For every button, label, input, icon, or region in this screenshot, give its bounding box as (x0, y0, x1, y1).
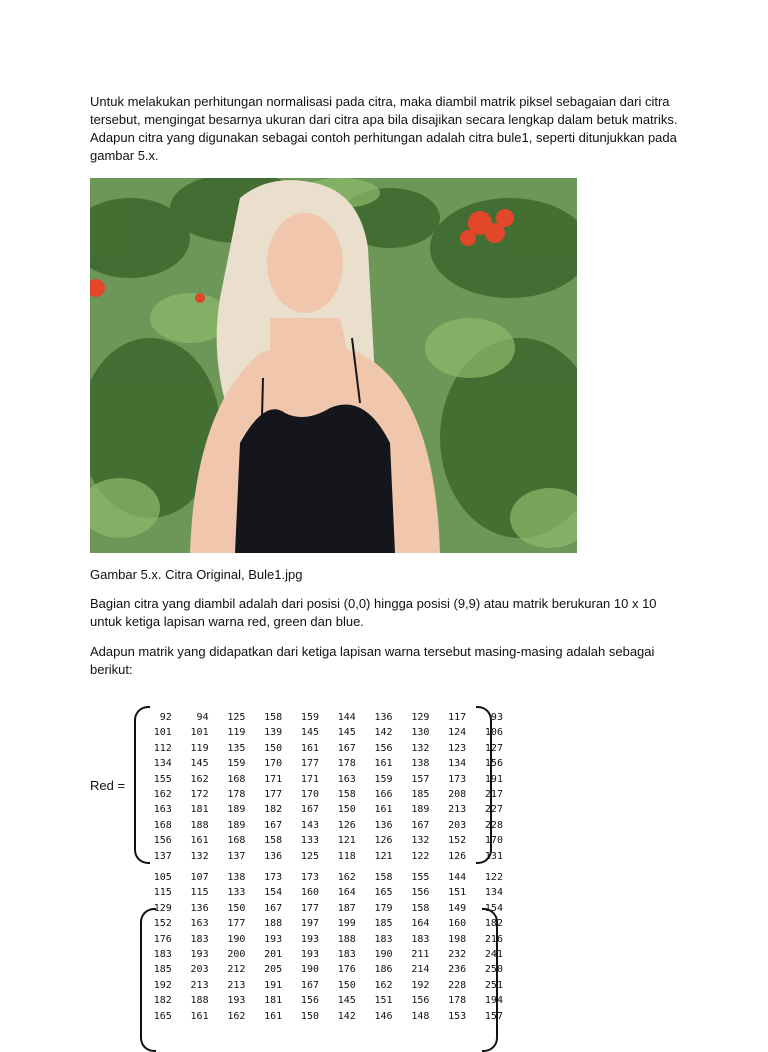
matrix-cell: 167 (300, 979, 319, 991)
matrix-cell: 152 (153, 918, 172, 930)
matrix-cell: 185 (411, 788, 430, 800)
matrix-cell: 178 (448, 995, 467, 1007)
matrix-cell: 162 (153, 788, 172, 800)
matrix-cell: 250 (484, 964, 503, 976)
matrix-cell: 124 (448, 727, 467, 739)
matrix-cell: 227 (484, 804, 503, 816)
matrix-cell: 193 (190, 948, 209, 960)
matrix-cell: 171 (264, 773, 283, 785)
matrix-cell: 119 (190, 742, 209, 754)
matrix-cell: 145 (337, 727, 356, 739)
matrix-cell: 115 (190, 887, 209, 899)
matrix-cell: 129 (153, 902, 172, 914)
matrix-row (135, 725, 503, 740)
matrix-cell: 191 (264, 979, 283, 991)
matrix-cell: 183 (411, 933, 430, 945)
matrix-row (135, 885, 503, 900)
matrix-cell: 193 (227, 995, 246, 1007)
matrix-cell: 150 (337, 979, 356, 991)
matrix-cell: 186 (374, 964, 393, 976)
matrix-row (135, 849, 503, 864)
matrix-cell: 158 (264, 712, 283, 723)
matrix-cell: 192 (153, 979, 172, 991)
matrix-cell: 168 (153, 819, 172, 831)
matrix-cell: 167 (337, 742, 356, 754)
matrix-cell: 94 (196, 712, 209, 723)
matrix-cell: 172 (190, 788, 209, 800)
matrix-cell: 151 (374, 995, 393, 1007)
matrix-row (135, 756, 503, 771)
matrix-row (135, 947, 503, 962)
matrix-cell: 213 (190, 979, 209, 991)
matrix-cell: 136 (264, 850, 283, 862)
matrix-cell: 158 (337, 788, 356, 800)
matrix-cell: 155 (153, 773, 172, 785)
matrix-cell: 148 (411, 1010, 430, 1022)
matrix-cell: 236 (448, 964, 467, 976)
matrix-cell: 165 (153, 1010, 172, 1022)
matrix-cell: 176 (337, 964, 356, 976)
matrix-cell: 214 (411, 964, 430, 976)
matrix-row (135, 993, 503, 1008)
matrix-row (135, 833, 503, 848)
matrix-cell: 182 (264, 804, 283, 816)
matrix-cell: 200 (227, 948, 246, 960)
matrix-cell: 161 (190, 1010, 209, 1022)
matrix-cell: 167 (264, 902, 283, 914)
matrix-cell: 190 (300, 964, 319, 976)
matrix-cell: 107 (190, 872, 209, 883)
matrix-cell: 123 (448, 742, 467, 754)
matrix-cell: 160 (448, 918, 467, 930)
matrix-cell: 156 (374, 742, 393, 754)
matrix-cell: 181 (264, 995, 283, 1007)
figure-caption: Gambar 5.x. Citra Original, Bule1.jpg (90, 567, 303, 582)
intro-paragraph: Untuk melakukan perhitungan normalisasi pada citra, maka diambil matrik piksel sebagaian dari citra tersebut, mengingat besarnya ukuran dari citra apa bila disajikan secara lengkap dalam betuk matriks. Adapun citra yang digunakan sebagai contoh perhitungan adalah citra bule1, seperti ditunjukkan pada gambar 5.x. (90, 94, 678, 163)
matrix-cell: 145 (337, 995, 356, 1007)
matrix-cell: 164 (337, 887, 356, 899)
matrix-cell: 154 (264, 887, 283, 899)
matrix-row (135, 916, 503, 931)
matrix-cell: 134 (448, 758, 467, 770)
matrix-cell: 155 (411, 872, 430, 883)
matrix-cell: 232 (448, 948, 467, 960)
matrix-cell: 127 (484, 742, 503, 754)
matrix-row (135, 962, 503, 977)
matrix-cell: 193 (300, 933, 319, 945)
matrix-cell: 159 (300, 712, 319, 723)
matrix-cell: 205 (264, 964, 283, 976)
matrix-cell: 150 (337, 804, 356, 816)
matrix-cell: 160 (300, 887, 319, 899)
matrix-cell: 156 (411, 887, 430, 899)
matrix-cell: 170 (484, 835, 503, 847)
matrix-cell: 150 (300, 1010, 319, 1022)
matrix-cell: 199 (337, 918, 356, 930)
matrix-cell: 177 (264, 788, 283, 800)
matrix-row (135, 710, 503, 725)
matrix-cell: 157 (411, 773, 430, 785)
matrix-cell: 176 (153, 933, 172, 945)
matrix-cell: 185 (374, 918, 393, 930)
matrix-cell: 134 (484, 887, 503, 899)
matrix-row (135, 787, 503, 802)
matrix-cell: 125 (227, 712, 246, 723)
matrix-cell: 198 (448, 933, 467, 945)
matrix-cell: 161 (374, 804, 393, 816)
matrix-cell: 136 (190, 902, 209, 914)
matrix-intro-paragraph: Adapun matrik yang didapatkan dari ketiga lapisan warna tersebut masing-masing adalah sebagai berikut: (90, 644, 655, 677)
matrix-cell: 190 (374, 948, 393, 960)
matrix-cell: 131 (484, 850, 503, 862)
matrix-cell: 194 (484, 995, 503, 1007)
matrix-cell: 142 (337, 1010, 356, 1022)
matrix-cell: 106 (484, 727, 503, 739)
matrix-cell: 170 (264, 758, 283, 770)
matrix-cell: 101 (153, 727, 172, 739)
matrix-cell: 166 (374, 788, 393, 800)
matrix-cell: 158 (264, 835, 283, 847)
matrix-cell: 129 (411, 712, 430, 723)
matrix-cell: 125 (300, 850, 319, 862)
matrix-cell: 162 (227, 1010, 246, 1022)
matrix-cell: 115 (153, 887, 172, 899)
matrix-cell: 133 (300, 835, 319, 847)
matrix-cell: 182 (153, 995, 172, 1007)
matrix-cell: 168 (227, 835, 246, 847)
matrix-cell: 228 (448, 979, 467, 991)
matrix-cell: 152 (448, 835, 467, 847)
matrix-cell: 162 (337, 872, 356, 883)
matrix-cell: 208 (448, 788, 467, 800)
matrix-cell: 168 (227, 773, 246, 785)
matrix-row (135, 802, 503, 817)
matrix-cell: 132 (411, 835, 430, 847)
matrix-cell: 188 (190, 819, 209, 831)
matrix-cell: 150 (227, 902, 246, 914)
matrix-row (135, 741, 503, 756)
matrix-row (135, 772, 503, 787)
matrix-cell: 118 (337, 850, 356, 862)
matrix-cell: 183 (374, 933, 393, 945)
matrix-cell: 188 (190, 995, 209, 1007)
matrix-cell: 173 (448, 773, 467, 785)
matrix-cell: 188 (337, 933, 356, 945)
matrix-cell: 179 (374, 902, 393, 914)
matrix-cell: 159 (374, 773, 393, 785)
matrix-cell: 151 (448, 887, 467, 899)
matrix-cell: 171 (300, 773, 319, 785)
matrix-cell: 203 (190, 964, 209, 976)
matrix-cell: 101 (190, 727, 209, 739)
matrix-cell: 162 (190, 773, 209, 785)
description-paragraph: Bagian citra yang diambil adalah dari posisi (0,0) hingga posisi (9,9) atau matrik berukuran 10 x 10 untuk ketiga lapisan warna red, green dan blue. (90, 596, 657, 629)
red-matrix (135, 710, 503, 864)
matrix-cell: 142 (374, 727, 393, 739)
matrix-cell: 150 (264, 742, 283, 754)
matrix-cell: 216 (484, 933, 503, 945)
matrix-cell: 145 (190, 758, 209, 770)
matrix-cell: 132 (411, 742, 430, 754)
matrix-cell: 105 (153, 872, 172, 883)
matrix-cell: 178 (227, 788, 246, 800)
matrix-cell: 144 (337, 712, 356, 723)
matrix-cell: 189 (411, 804, 430, 816)
matrix-cell: 121 (337, 835, 356, 847)
matrix-cell: 183 (337, 948, 356, 960)
matrix-cell: 138 (411, 758, 430, 770)
matrix-cell: 146 (374, 1010, 393, 1022)
matrix-cell: 212 (227, 964, 246, 976)
matrix-cell: 178 (337, 758, 356, 770)
matrix-cell: 191 (484, 773, 503, 785)
matrix-cell: 161 (264, 1010, 283, 1022)
matrix-cell: 177 (227, 918, 246, 930)
matrix-cell: 135 (227, 742, 246, 754)
matrix-cell: 241 (484, 948, 503, 960)
matrix-cell: 156 (300, 995, 319, 1007)
matrix-cell: 139 (264, 727, 283, 739)
matrix-cell: 121 (374, 850, 393, 862)
matrix-row (135, 870, 503, 885)
matrix-cell: 183 (153, 948, 172, 960)
matrix-cell: 167 (300, 804, 319, 816)
matrix-cell: 158 (411, 902, 430, 914)
matrix-cell: 183 (190, 933, 209, 945)
matrix-cell: 213 (448, 804, 467, 816)
matrix-cell: 153 (448, 1010, 467, 1022)
matrix-cell: 156 (153, 835, 172, 847)
matrix-cell: 193 (264, 933, 283, 945)
matrix-cell: 156 (484, 758, 503, 770)
matrix-cell: 188 (264, 918, 283, 930)
matrix-cell: 138 (227, 872, 246, 883)
matrix-cell: 130 (411, 727, 430, 739)
matrix-cell: 164 (411, 918, 430, 930)
matrix-cell: 162 (374, 979, 393, 991)
matrix-cell: 119 (227, 727, 246, 739)
matrix-cell: 193 (300, 948, 319, 960)
matrix-cell: 203 (448, 819, 467, 831)
matrix-cell: 187 (337, 902, 356, 914)
matrix-cell: 134 (153, 758, 172, 770)
matrix-row (135, 1009, 503, 1024)
matrix-cell: 158 (374, 872, 393, 883)
matrix-cell: 154 (484, 902, 503, 914)
matrix-cell: 161 (374, 758, 393, 770)
matrix-cell: 163 (337, 773, 356, 785)
matrix-cell: 137 (153, 850, 172, 862)
matrix-cell: 197 (300, 918, 319, 930)
matrix-cell: 251 (484, 979, 503, 991)
matrix-cell: 211 (411, 948, 430, 960)
matrix-cell: 167 (264, 819, 283, 831)
matrix-cell: 217 (484, 788, 503, 800)
matrix-cell: 173 (300, 872, 319, 883)
matrix-row (135, 901, 503, 916)
matrix-cell: 136 (374, 819, 393, 831)
matrix-cell: 170 (300, 788, 319, 800)
second-matrix (135, 870, 503, 1024)
matrix-cell: 173 (264, 872, 283, 883)
matrix-cell: 192 (411, 979, 430, 991)
matrix-cell: 189 (227, 819, 246, 831)
matrix-cell: 177 (300, 758, 319, 770)
matrix-cell: 161 (300, 742, 319, 754)
matrix-cell: 167 (411, 819, 430, 831)
matrix-cell: 126 (337, 819, 356, 831)
matrix-cell: 165 (374, 887, 393, 899)
matrix-cell: 136 (374, 712, 393, 723)
photo-illustration (90, 178, 577, 553)
matrix-cell: 181 (190, 804, 209, 816)
matrix-cell: 213 (227, 979, 246, 991)
matrix-cell: 177 (300, 902, 319, 914)
matrix-cell: 93 (490, 712, 503, 723)
matrix-cell: 126 (448, 850, 467, 862)
matrix-cell: 137 (227, 850, 246, 862)
matrix-cell: 201 (264, 948, 283, 960)
matrix-cell: 112 (153, 742, 172, 754)
matrix-cell: 122 (484, 872, 503, 883)
matrix-cell: 185 (153, 964, 172, 976)
matrix-cell: 182 (484, 918, 503, 930)
matrix-cell: 228 (484, 819, 503, 831)
matrix-cell: 126 (374, 835, 393, 847)
matrix-cell: 163 (190, 918, 209, 930)
matrix-cell: 149 (448, 902, 467, 914)
matrix-cell: 145 (300, 727, 319, 739)
matrix-cell: 159 (227, 758, 246, 770)
matrix-row (135, 978, 503, 993)
matrix-cell: 122 (411, 850, 430, 862)
matrix-row (135, 818, 503, 833)
matrix-cell: 189 (227, 804, 246, 816)
matrix-cell: 156 (411, 995, 430, 1007)
matrix-cell: 132 (190, 850, 209, 862)
figure-photo (90, 178, 577, 553)
matrix-cell: 117 (448, 712, 467, 723)
matrix-cell: 143 (300, 819, 319, 831)
matrix-cell: 133 (227, 887, 246, 899)
matrix-row (135, 932, 503, 947)
matrix-cell: 157 (484, 1010, 503, 1022)
red-matrix-label: Red = (90, 778, 126, 793)
matrix-cell: 190 (227, 933, 246, 945)
matrix-cell: 144 (448, 872, 467, 883)
matrix-cell: 92 (159, 712, 172, 723)
matrix-cell: 161 (190, 835, 209, 847)
matrix-cell: 163 (153, 804, 172, 816)
